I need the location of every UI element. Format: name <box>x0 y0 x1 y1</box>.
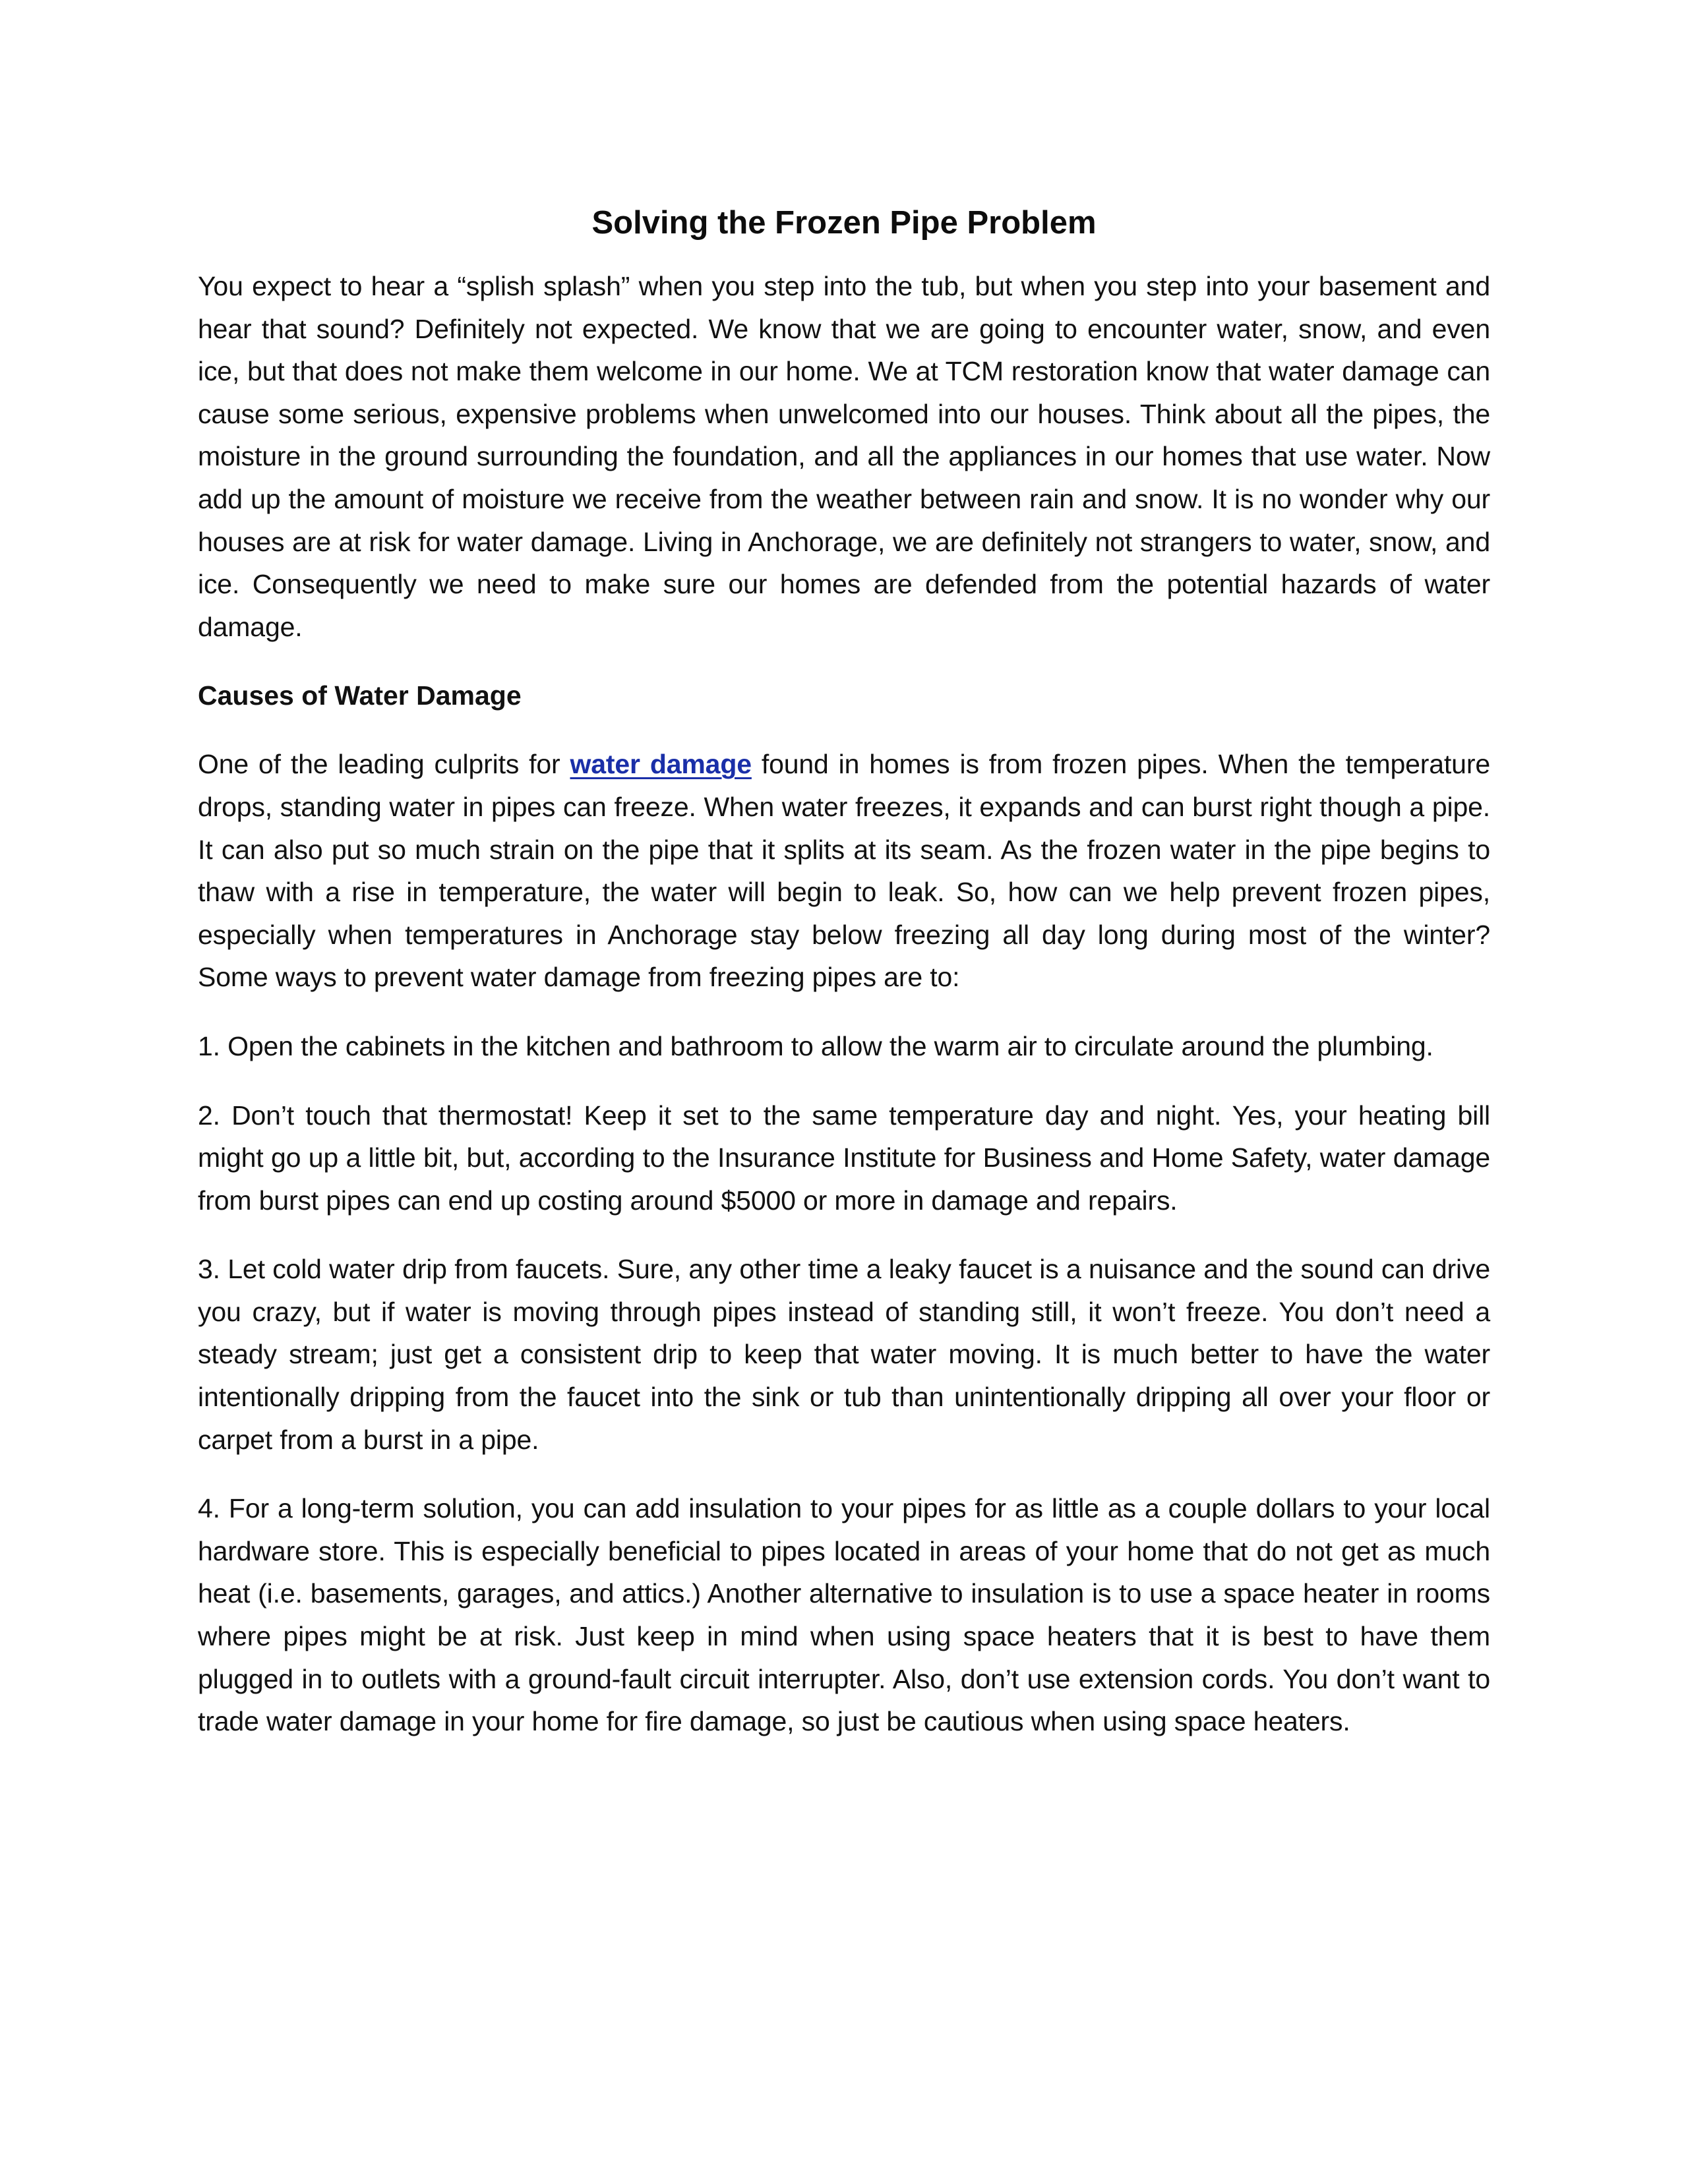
causes-text-start: One of the leading culprits for <box>198 749 570 780</box>
document-page <box>198 196 1490 1769</box>
page-title: Solving the Frozen Pipe Problem <box>591 205 1097 241</box>
tip-1-paragraph: 1. Open the cabinets in the kitchen and bathroom to allow the warm air to circulate around the plumbing. <box>198 1030 1433 1061</box>
tip-3-paragraph: 3. Let cold water drip from faucets. Sure, any other time a leaky faucet is a nuisance and the sound can drive you crazy, but if water is moving through pipes instead of standing still, it won’t freeze. You don’t need a steady stream; just get a consistent drip to keep that water moving. It is much better to have the water intentionally dripping from the faucet into the sink or tub than unintentionally dripping all over your floor or carpet from a burst in a pipe. <box>198 1254 1490 1455</box>
causes-text-end: found in homes is from frozen pipes. When the temperature drops, standing water in pipes can freeze. When water freezes, it expands and can burst right though a pipe. It can also put so much strain on the pipe that it splits at its seam. As the frozen water in the pipe begins to thaw with a rise in temperature, the water will begin to leak. So, how can we help prevent frozen pipes, especially when temperatures in Anchorage stay below freezing all day long during most of the winter? Some ways to prevent water damage from freezing pipes are to: <box>198 749 1490 993</box>
water-damage-link[interactable]: water damage <box>570 749 752 780</box>
intro-paragraph: You expect to hear a “splish splash” when you step into the tub, but when you step into your basement and hear that sound? Definitely not expected. We know that we are going to encounter water, snow, and even ice, but that does not make them welcome in our home. We at TCM restoration know that water damage can cause some serious, expensive problems when unwelcomed into our houses. Think about all the pipes, the moisture in the ground surrounding the foundation, and all the appliances in our homes that use water. Now add up the amount of moisture we receive from the weather between rain and snow. It is no wonder why our houses are at risk for water damage. Living in Anchorage, we are definitely not strangers to water, snow, and ice. Consequently we need to make sure our homes are defended from the potential hazards of water damage. <box>198 271 1490 642</box>
causes-paragraph <box>198 743 1490 999</box>
section-heading: Causes of Water Damage <box>198 680 522 711</box>
tip-4-paragraph: 4. For a long-term solution, you can add insulation to your pipes for as little as a couple dollars to your local hardware store. This is especially beneficial to pipes located in areas of your home that do not get as much heat (i.e. basements, garages, and attics.) Another alternative to insulation is to use a space heater in rooms where pipes might be at risk. Just keep in mind when using space heaters that it is best to have them plugged in to outlets with a ground-fault circuit interrupter. Also, don’t use extension cords. You don’t want to trade water damage in your home for fire damage, so just be cautious when using space heaters. <box>198 1493 1490 1737</box>
tip-2-paragraph: 2. Don’t touch that thermostat! Keep it set to the same temperature day and night. Yes, your heating bill might go up a little bit, but, according to the Insurance Institute for Business and Home Safety, water damage from burst pipes can end up costing around $5000 or more in damage and repairs. <box>198 1100 1490 1216</box>
